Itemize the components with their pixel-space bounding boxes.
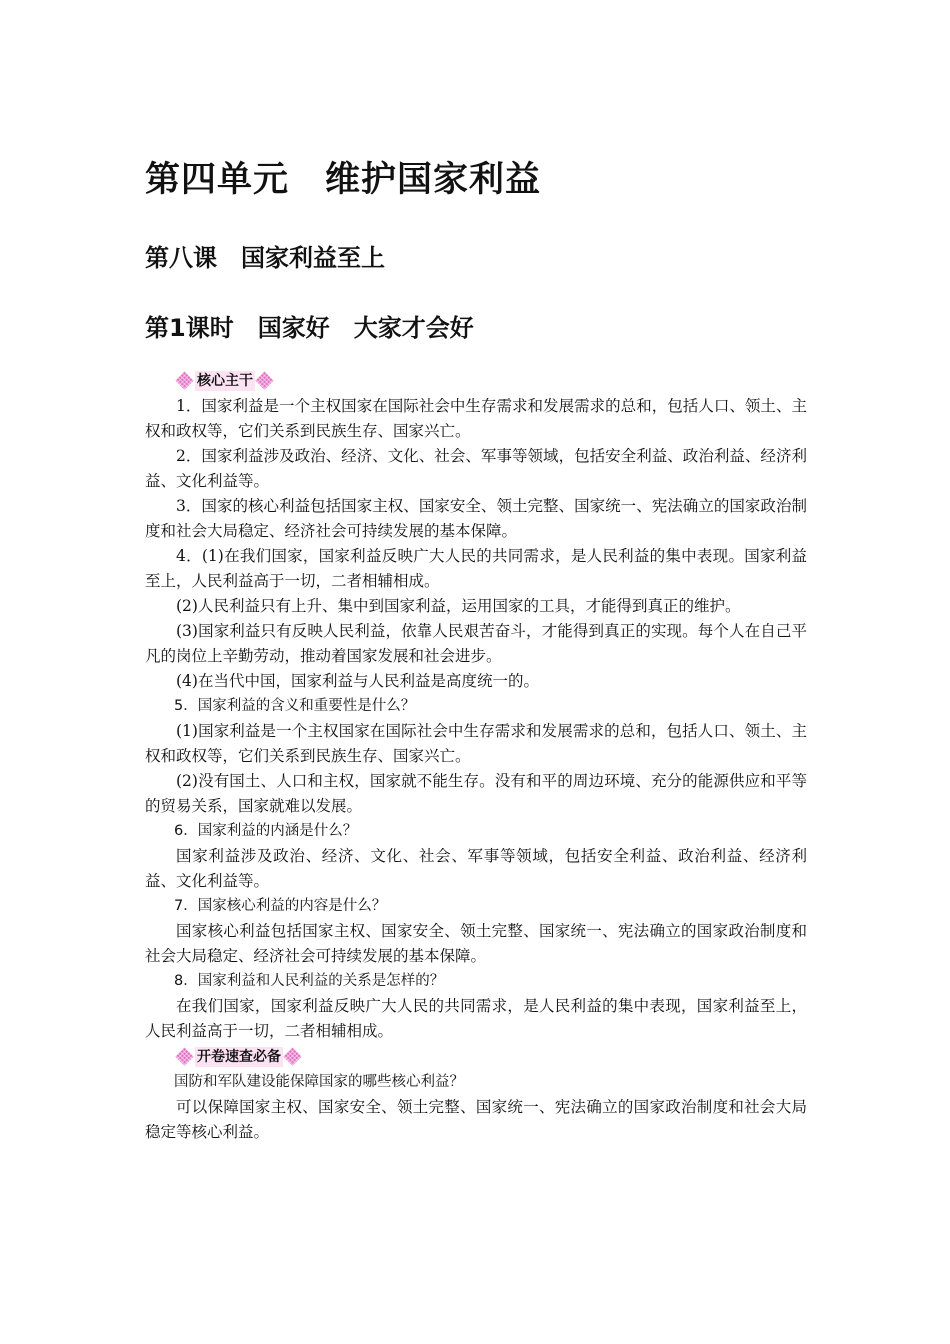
- section-core-paragraphs: [145, 394, 807, 1044]
- period-title: 第1课时 国家好 大家才会好: [145, 314, 474, 342]
- body-paragraph: 国家利益涉及政治、经济、文化、社会、军事等领域，包括安全利益、政治利益、经济利益、文化利益等。: [145, 847, 807, 890]
- body-paragraph: 1．国家利益是一个主权国家在国际社会中生存需求和发展需求的总和，包括人口、领土、主权和政权等，它们关系到民族生存、国家兴亡。: [145, 397, 807, 440]
- section-heading-quick-reference: [175, 1044, 807, 1070]
- question-paragraph: 5．国家利益的含义和重要性是什么？: [174, 698, 416, 714]
- body-paragraph: 2．国家利益涉及政治、经济、文化、社会、军事等领域，包括安全利益、政治利益、经济利益、文化利益等。: [145, 447, 807, 490]
- body-paragraph: (2)人民利益只有上升、集中到国家利益，运用国家的工具，才能得到真正的维护。: [176, 597, 741, 615]
- body-paragraph: 国家核心利益包括国家主权、国家安全、领土完整、国家统一、宪法确立的国家政治制度和社会大局稳定、经济社会可持续发展的基本保障。: [145, 922, 807, 965]
- question-paragraph: 国防和军队建设能保障国家的哪些核心利益？: [174, 1074, 464, 1090]
- section-heading-label: 开卷速查必备: [197, 1049, 281, 1065]
- body-paragraph: (3)国家利益只有反映人民利益，依靠人民艰苦奋斗，才能得到真正的实现。每个人在自己平凡的岗位上辛勤劳动，推动着国家发展和社会进步。: [145, 622, 807, 665]
- body-paragraph: (2)没有国土、人口和主权，国家就不能生存。没有和平的周边环境、充分的能源供应和平等的贸易关系，国家就难以发展。: [145, 772, 807, 815]
- diamond-icon: [255, 371, 275, 391]
- diamond-icon: [283, 1047, 303, 1067]
- question-paragraph: 6．国家利益的内涵是什么？: [174, 823, 358, 839]
- body-paragraph: 在我们国家，国家利益反映广大人民的共同需求，是人民利益的集中表现，国家利益至上，人民利益高于一切，二者相辅相成。: [145, 997, 807, 1040]
- body-paragraph: 3．国家的核心利益包括国家主权、国家安全、领土完整、国家统一、宪法确立的国家政治制度和社会大局稳定、经济社会可持续发展的基本保障。: [145, 497, 807, 540]
- question-paragraph: 7．国家核心利益的内容是什么？: [174, 898, 387, 914]
- diamond-icon: [175, 371, 195, 391]
- section-quick-reference-paragraphs: [145, 1070, 807, 1145]
- content-body: [145, 368, 807, 1145]
- question-paragraph: 8．国家利益和人民利益的关系是怎样的？: [174, 973, 445, 989]
- section-heading-label: 核心主干: [197, 373, 253, 389]
- diamond-icon: [175, 1047, 195, 1067]
- unit-title: 第四单元 维护国家利益: [145, 160, 542, 200]
- body-paragraph: 可以保障国家主权、国家安全、领土完整、国家统一、宪法确立的国家政治制度和社会大局稳定等核心利益。: [145, 1098, 807, 1141]
- body-paragraph: (4)在当代中国，国家利益与人民利益是高度统一的。: [176, 672, 539, 690]
- body-paragraph: (1)国家利益是一个主权国家在国际社会中生存需求和发展需求的总和，包括人口、领土、主权和政权等，它们关系到民族生存、国家兴亡。: [145, 722, 807, 765]
- section-heading-core: [175, 368, 807, 394]
- lesson-title: 第八课 国家利益至上: [145, 244, 385, 272]
- body-paragraph: 4．(1)在我们国家，国家利益反映广大人民的共同需求，是人民利益的集中表现。国家利益至上，人民利益高于一切，二者相辅相成。: [145, 547, 807, 590]
